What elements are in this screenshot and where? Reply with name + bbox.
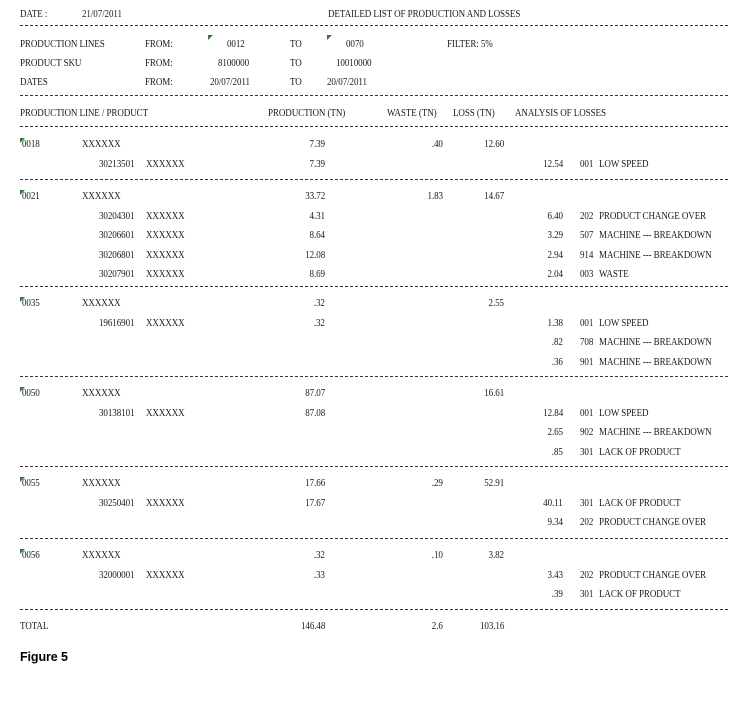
- line-code: 0021: [22, 191, 40, 202]
- total-waste: 2.6: [431, 621, 443, 632]
- divider: [20, 286, 728, 287]
- line-loss: 2.55: [488, 298, 504, 309]
- loss-code: 914: [580, 249, 594, 261]
- report-title: DETAILED LIST OF PRODUCTION AND LOSSES: [328, 9, 521, 20]
- loss-reason: LOW SPEED: [599, 317, 649, 329]
- product-name: XXXXXX: [146, 317, 185, 329]
- loss-reason: WASTE: [599, 269, 629, 280]
- line-name: XXXXXX: [82, 191, 121, 202]
- loss-code: 708: [580, 337, 594, 348]
- line-name: XXXXXX: [82, 139, 121, 150]
- figure-caption: Figure 5: [20, 650, 68, 664]
- loss-value: 12.54: [543, 158, 563, 170]
- loss-reason: LACK OF PRODUCT: [599, 497, 681, 509]
- product-name: XXXXXX: [146, 230, 185, 241]
- divider: [20, 25, 728, 26]
- product-production: 17.67: [305, 497, 325, 509]
- divider: [20, 126, 728, 127]
- filter-percent: FILTER: 5%: [447, 39, 493, 50]
- loss-reason: MACHINE --- BREAKDOWN: [599, 337, 712, 348]
- loss-code: 902: [580, 427, 594, 438]
- filter-sku-to-label: TO: [290, 58, 302, 69]
- line-production: .32: [313, 298, 325, 309]
- loss-code: 001: [580, 407, 594, 419]
- line-waste: .29: [431, 478, 443, 489]
- col-line-product: PRODUCTION LINE / PRODUCT: [20, 108, 149, 119]
- loss-value: 3.43: [547, 569, 563, 581]
- loss-value: 6.40: [547, 210, 563, 222]
- col-production: PRODUCTION (TN): [268, 108, 346, 119]
- filter-lines-to: 0070: [346, 39, 364, 50]
- filter-sku-label: PRODUCT SKU: [20, 58, 82, 69]
- product-sku: 30213501: [99, 158, 135, 170]
- product-name: XXXXXX: [146, 249, 185, 261]
- product-production: 12.08: [305, 249, 325, 261]
- product-name: XXXXXX: [146, 158, 185, 170]
- loss-value: .82: [551, 337, 563, 348]
- loss-reason: MACHINE --- BREAKDOWN: [599, 230, 712, 241]
- divider: [20, 179, 728, 180]
- filter-dates-label: DATES: [20, 77, 48, 88]
- line-name: XXXXXX: [82, 550, 121, 561]
- divider: [20, 538, 728, 539]
- loss-code: 202: [580, 517, 594, 528]
- cell-marker-icon: [327, 35, 332, 40]
- product-name: XXXXXX: [146, 497, 185, 509]
- filter-lines-label: PRODUCTION LINES: [20, 39, 105, 50]
- product-production: 87.08: [305, 407, 325, 419]
- product-production: .33: [313, 569, 325, 581]
- filter-dates-to-label: TO: [290, 77, 302, 88]
- loss-code: 003: [580, 269, 594, 280]
- filter-lines-to-label: TO: [290, 39, 302, 50]
- loss-reason: PRODUCT CHANGE OVER: [599, 210, 707, 222]
- total-label: TOTAL: [20, 621, 49, 632]
- loss-code: 507: [580, 230, 594, 241]
- loss-reason: LOW SPEED: [599, 407, 649, 419]
- loss-code: 301: [580, 589, 594, 600]
- col-loss: LOSS (TN): [453, 108, 495, 119]
- line-name: XXXXXX: [82, 298, 121, 309]
- line-waste: .10: [431, 550, 443, 561]
- line-code: 0050: [22, 388, 40, 399]
- product-sku: 30206601: [99, 230, 135, 241]
- product-sku: 30206801: [99, 249, 135, 261]
- line-code: 0055: [22, 478, 40, 489]
- col-analysis: ANALYSIS OF LOSSES: [515, 108, 606, 119]
- line-production: 33.72: [305, 191, 325, 202]
- total-loss: 103.16: [479, 621, 504, 632]
- line-name: XXXXXX: [82, 478, 121, 489]
- filter-dates-from-label: FROM:: [145, 77, 173, 88]
- product-name: XXXXXX: [146, 269, 185, 280]
- line-waste: .40: [431, 139, 443, 150]
- product-sku: 30138101: [99, 407, 135, 419]
- line-loss: 12.60: [484, 139, 504, 150]
- loss-value: 3.29: [547, 230, 563, 241]
- loss-code: 202: [580, 210, 594, 222]
- loss-code: 901: [580, 356, 594, 368]
- divider: [20, 376, 728, 377]
- divider: [20, 609, 728, 610]
- filter-dates-to: 20/07/2011: [327, 77, 367, 88]
- loss-value: 12.84: [543, 407, 563, 419]
- loss-reason: LACK OF PRODUCT: [599, 589, 681, 600]
- loss-reason: MACHINE --- BREAKDOWN: [599, 356, 712, 368]
- line-code: 0056: [22, 550, 40, 561]
- product-sku: 19616901: [99, 317, 135, 329]
- date-value: 21/07/2011: [82, 9, 122, 20]
- loss-value: .36: [551, 356, 563, 368]
- loss-reason: PRODUCT CHANGE OVER: [599, 517, 707, 528]
- product-sku: 30207901: [99, 269, 135, 280]
- line-loss: 52.91: [484, 478, 504, 489]
- loss-reason: LOW SPEED: [599, 158, 649, 170]
- loss-value: .39: [551, 589, 563, 600]
- line-waste: 1.83: [427, 191, 443, 202]
- loss-code: 301: [580, 446, 594, 458]
- divider: [20, 95, 728, 96]
- loss-reason: MACHINE --- BREAKDOWN: [599, 249, 712, 261]
- product-name: XXXXXX: [146, 210, 185, 222]
- line-name: XXXXXX: [82, 388, 121, 399]
- line-loss: 14.67: [484, 191, 504, 202]
- line-code: 0018: [22, 139, 40, 150]
- loss-value: 2.04: [547, 269, 563, 280]
- product-name: XXXXXX: [146, 407, 185, 419]
- product-sku: 30204301: [99, 210, 135, 222]
- line-production: 17.66: [305, 478, 325, 489]
- loss-code: 301: [580, 497, 594, 509]
- divider: [20, 466, 728, 467]
- product-sku: 32000001: [99, 569, 135, 581]
- loss-value: 9.34: [547, 517, 563, 528]
- filter-sku-from-label: FROM:: [145, 58, 173, 69]
- loss-reason: MACHINE --- BREAKDOWN: [599, 427, 712, 438]
- product-production: 7.39: [309, 158, 325, 170]
- loss-value: 1.38: [547, 317, 563, 329]
- line-production: 7.39: [309, 139, 325, 150]
- loss-code: 001: [580, 158, 594, 170]
- total-production: 146.48: [300, 621, 325, 632]
- product-production: 4.31: [309, 210, 325, 222]
- col-waste: WASTE (TN): [387, 108, 437, 119]
- loss-reason: LACK OF PRODUCT: [599, 446, 681, 458]
- filter-dates-from: 20/07/2011: [210, 77, 250, 88]
- filter-lines-from-label: FROM:: [145, 39, 173, 50]
- line-production: 87.07: [305, 388, 325, 399]
- loss-value: 2.65: [547, 427, 563, 438]
- line-loss: 16.61: [484, 388, 504, 399]
- loss-code: 001: [580, 317, 594, 329]
- line-loss: 3.82: [488, 550, 504, 561]
- product-production: 8.64: [309, 230, 325, 241]
- line-production: .32: [313, 550, 325, 561]
- loss-reason: PRODUCT CHANGE OVER: [599, 569, 707, 581]
- product-production: .32: [313, 317, 325, 329]
- filter-sku-to: 10010000: [336, 58, 372, 69]
- date-label: DATE :: [20, 9, 48, 20]
- loss-value: 2.94: [547, 249, 563, 261]
- product-production: 8.69: [309, 269, 325, 280]
- product-name: XXXXXX: [146, 569, 185, 581]
- loss-code: 202: [580, 569, 594, 581]
- filter-sku-from: 8100000: [218, 58, 250, 69]
- loss-value: .85: [551, 446, 563, 458]
- line-code: 0035: [22, 298, 40, 309]
- cell-marker-icon: [208, 35, 213, 40]
- loss-value: 40.11: [543, 497, 563, 509]
- filter-lines-from: 0012: [227, 39, 245, 50]
- product-sku: 30250401: [99, 497, 135, 509]
